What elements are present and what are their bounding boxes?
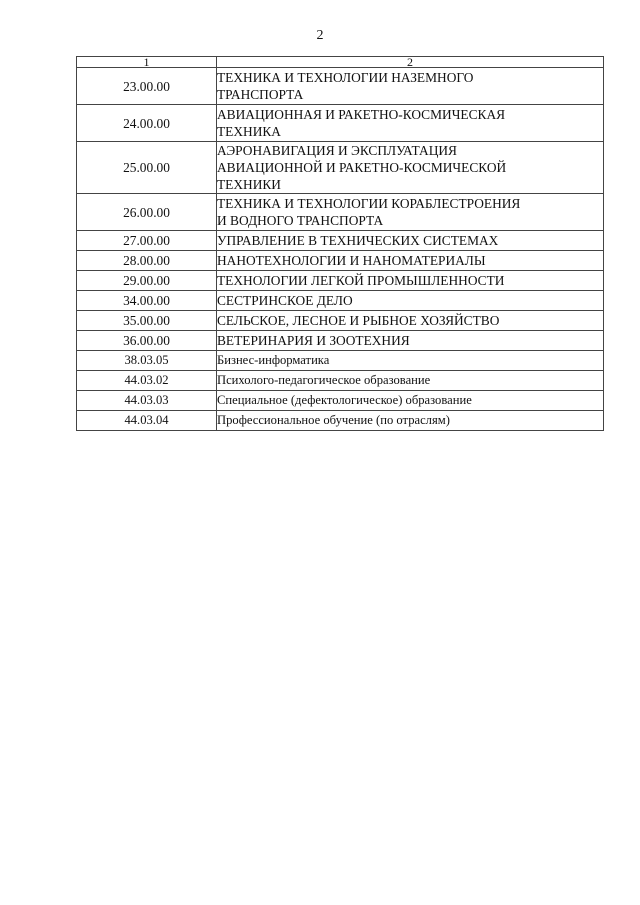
specialty-name: ТЕХНОЛОГИИ ЛЕГКОЙ ПРОМЫШЛЕННОСТИ: [217, 271, 604, 291]
specialty-name-line: ТЕХНИКИ: [217, 177, 281, 192]
specialty-code: 44.03.04: [77, 411, 217, 431]
table-row: [77, 142, 604, 194]
specialty-name: [217, 194, 604, 231]
specialty-code: 44.03.02: [77, 371, 217, 391]
specialty-code: 44.03.03: [77, 391, 217, 411]
specialty-name: СЕСТРИНСКОЕ ДЕЛО: [217, 291, 604, 311]
specialty-name: [217, 142, 604, 194]
table-row: [77, 391, 604, 411]
table-row: [77, 68, 604, 105]
table-row: [77, 251, 604, 271]
specialty-name: СЕЛЬСКОЕ, ЛЕСНОЕ И РЫБНОЕ ХОЗЯЙСТВО: [217, 311, 604, 331]
specialty-name: УПРАВЛЕНИЕ В ТЕХНИЧЕСКИХ СИСТЕМАХ: [217, 231, 604, 251]
specialty-name: ВЕТЕРИНАРИЯ И ЗООТЕХНИЯ: [217, 331, 604, 351]
page-number: 2: [316, 28, 324, 43]
specialty-code: 38.03.05: [77, 351, 217, 371]
specialty-code: 35.00.00: [77, 311, 217, 331]
table-row: [77, 311, 604, 331]
specialty-code: 27.00.00: [77, 231, 217, 251]
specialty-name-line: ТРАНСПОРТА: [217, 87, 304, 102]
specialty-name: Бизнес-информатика: [217, 351, 604, 371]
specialty-name-line: ТЕХНИКА: [217, 124, 281, 139]
specialty-name: Психолого-педагогическое образование: [217, 371, 604, 391]
table-row: [77, 194, 604, 231]
specialty-code: 25.00.00: [77, 142, 217, 194]
specialty-name-line: ТЕХНИКА И ТЕХНОЛОГИИ НАЗЕМНОГО: [217, 70, 474, 85]
specialty-name: [217, 68, 604, 105]
specialty-name: Специальное (дефектологическое) образование: [217, 391, 604, 411]
specialty-code: 23.00.00: [77, 68, 217, 105]
table-row: [77, 411, 604, 431]
specialty-code: 26.00.00: [77, 194, 217, 231]
specialty-name-line: АЭРОНАВИГАЦИЯ И ЭКСПЛУАТАЦИЯ: [217, 143, 457, 158]
specialty-code: 34.00.00: [77, 291, 217, 311]
specialty-name: [217, 105, 604, 142]
specialties-table: [76, 56, 604, 431]
specialty-code: 28.00.00: [77, 251, 217, 271]
specialty-code: 36.00.00: [77, 331, 217, 351]
table-row: [77, 231, 604, 251]
table-row: [77, 331, 604, 351]
column-header-2: 2: [217, 57, 604, 68]
table-row: [77, 371, 604, 391]
table-row: [77, 291, 604, 311]
specialty-code: 29.00.00: [77, 271, 217, 291]
specialty-name-line: И ВОДНОГО ТРАНСПОРТА: [217, 213, 384, 228]
specialty-name: НАНОТЕХНОЛОГИИ И НАНОМАТЕРИАЛЫ: [217, 251, 604, 271]
table-row: [77, 351, 604, 371]
table-header-row: [77, 57, 604, 68]
specialty-name-line: ТЕХНИКА И ТЕХНОЛОГИИ КОРАБЛЕСТРОЕНИЯ: [217, 196, 521, 211]
specialty-code: 24.00.00: [77, 105, 217, 142]
specialty-name-line: АВИАЦИОННОЙ И РАКЕТНО-КОСМИЧЕСКОЙ: [217, 160, 507, 175]
column-header-1: 1: [77, 57, 217, 68]
table-row: [77, 271, 604, 291]
specialty-name: Профессиональное обучение (по отраслям): [217, 411, 604, 431]
specialty-name-line: АВИАЦИОННАЯ И РАКЕТНО-КОСМИЧЕСКАЯ: [217, 107, 506, 122]
table-row: [77, 105, 604, 142]
